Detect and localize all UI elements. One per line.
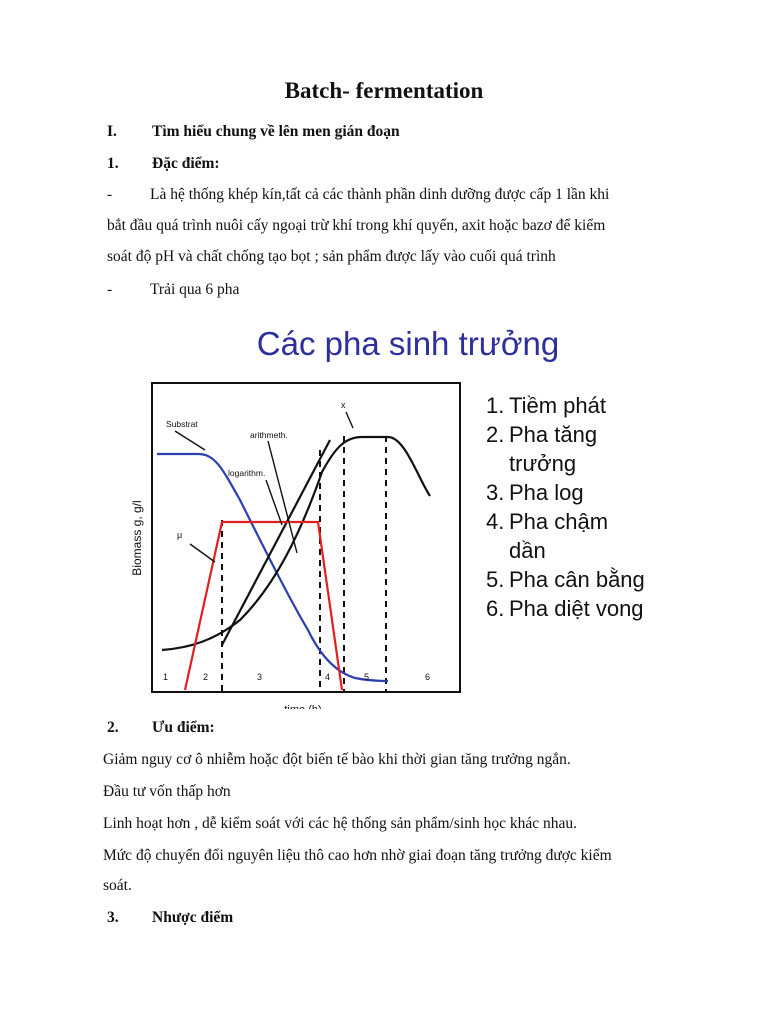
bullet-dash: - bbox=[107, 281, 113, 298]
phase-list-text: Pha diệt vong bbox=[509, 596, 644, 621]
phase-list-number: 1. bbox=[486, 393, 505, 418]
figure-title: Các pha sinh trưởng bbox=[256, 325, 560, 362]
pointer-line bbox=[175, 431, 205, 450]
section-title: Tìm hiểu chung về lên men gián đoạn bbox=[152, 123, 400, 140]
bullet-dash: - bbox=[107, 186, 113, 203]
phase-number-group bbox=[163, 672, 430, 682]
phase-list-number: 3. bbox=[486, 480, 505, 505]
pointer-line bbox=[190, 544, 215, 562]
logarithm-label: logarithm. bbox=[228, 468, 266, 478]
subheading-number: 3. bbox=[107, 909, 119, 926]
substrate-curve bbox=[157, 454, 388, 681]
mu-label: μ bbox=[177, 530, 183, 540]
phase-list-number: 6. bbox=[486, 596, 505, 621]
phase-list-text: trưởng bbox=[509, 451, 577, 476]
phase-number-label: 2 bbox=[203, 672, 209, 682]
phase-list-text: Pha chậm bbox=[509, 509, 609, 534]
subheading-title: Nhược điểm bbox=[152, 909, 234, 926]
section-number: I. bbox=[107, 123, 117, 140]
substrat-label: Substrat bbox=[166, 419, 198, 429]
bullet-text-line1: Là hệ thống khép kín,tất cả các thành phần dinh dưỡng được cấp 1 lần khi bbox=[150, 186, 610, 203]
phase-list-text: Tiềm phát bbox=[509, 393, 607, 418]
subheading-title: Đặc điểm: bbox=[152, 155, 220, 172]
phase-list-text: Pha tăng bbox=[509, 422, 598, 447]
phase-list-number: 5. bbox=[486, 567, 505, 592]
phase-list-text: dần bbox=[509, 538, 546, 563]
arithmeth-label: arithmeth. bbox=[250, 430, 288, 440]
plot-frame bbox=[152, 383, 460, 692]
advantage-line: soát. bbox=[103, 877, 132, 894]
advantage-line: Giảm nguy cơ ô nhiễm hoặc đột biến tế bào khi thời gian tăng trưởng ngắn. bbox=[103, 751, 571, 768]
subheading-title: Ưu điểm: bbox=[152, 719, 215, 736]
phase-number-label: 5 bbox=[364, 672, 370, 682]
advantage-line: Đầu tư vốn thấp hơn bbox=[103, 783, 231, 800]
phase-number-label: 3 bbox=[257, 672, 263, 682]
subheading-number: 1. bbox=[107, 155, 119, 172]
phase-list-number: 4. bbox=[486, 509, 505, 534]
bullet-text-line3: soát độ pH và chất chống tạo bọt ; sản phẩm được lấy vào cuối quá trình bbox=[107, 248, 556, 265]
phase-list-text: Pha log bbox=[509, 480, 584, 505]
growth-phases-figure bbox=[0, 300, 768, 715]
crop-mask bbox=[260, 709, 350, 715]
phase-number-label: 1 bbox=[163, 672, 169, 682]
bullet-text-line2: bắt đầu quá trình nuôi cấy ngoại trừ khí trong khí quyển, axit hoặc bazơ để kiểm bbox=[107, 217, 606, 234]
document-title: Batch- fermentation bbox=[284, 78, 484, 103]
y-axis-label: Biomass g, g/l bbox=[130, 500, 144, 576]
phase-list-number: 2. bbox=[486, 422, 505, 447]
phase-number-label: 4 bbox=[325, 672, 331, 682]
x-label: x bbox=[341, 400, 346, 410]
phase-list bbox=[486, 393, 645, 621]
advantage-line: Linh hoạt hơn , dễ kiểm soát với các hệ thống sản phẩm/sinh học khác nhau. bbox=[103, 815, 577, 832]
phase-number-label: 6 bbox=[425, 672, 431, 682]
advantage-line: Mức độ chuyển đổi nguyên liệu thô cao hơn nhờ giai đoạn tăng trưởng được kiểm bbox=[103, 847, 612, 864]
bullet-text: Trải qua 6 pha bbox=[150, 281, 240, 298]
biomass-curve bbox=[162, 437, 430, 650]
pointer-line bbox=[346, 412, 353, 428]
subheading-number: 2. bbox=[107, 719, 119, 736]
phase-list-text: Pha cân bằng bbox=[509, 567, 645, 592]
